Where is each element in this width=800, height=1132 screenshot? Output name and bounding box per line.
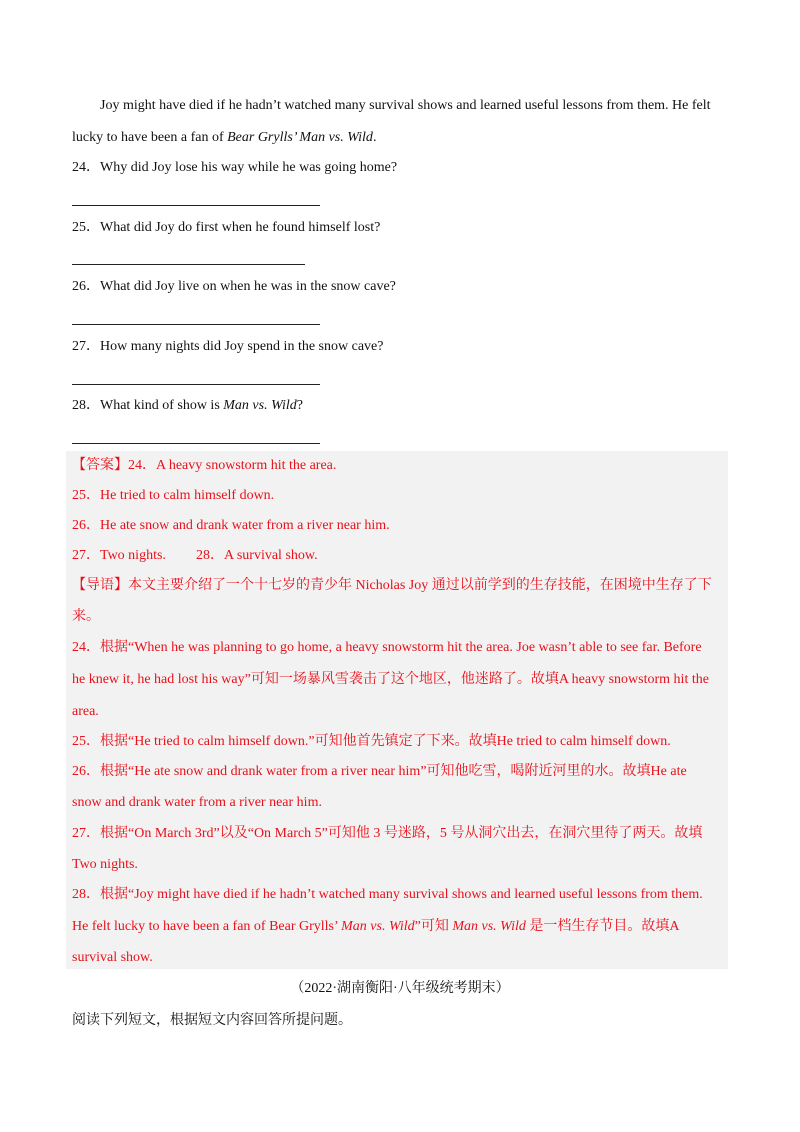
- explain-28-connector: ”可知: [414, 919, 453, 934]
- explain-25-line-1: 25．根据“He tried to calm himself down.”可知他首先镇定了下来。故填He tried to calm himself down.: [72, 734, 671, 749]
- guide-line-1: 【导语】本文主要介绍了一个十七岁的青少年 Nicholas Joy 通过以前学到的生存技能，在困境中生存了下: [72, 578, 712, 593]
- explain-26-line-1: 26．根据“He ate snow and drank water from a river near him”可知他吃雪，喝附近河里的水。故填He ate: [72, 764, 687, 779]
- explain-28-conclusion: 是一档生存节目。故填A: [525, 919, 680, 934]
- question-28-text: 28．What kind of show is: [72, 398, 224, 413]
- question-28: [72, 397, 303, 415]
- explain-28-show-2: Man vs. Wild: [452, 919, 526, 934]
- question-27: 27．How many nights did Joy spend in the snow cave?: [72, 339, 384, 354]
- explain-28-line-3: survival show.: [72, 950, 153, 965]
- answer-line-27[interactable]: [72, 384, 320, 385]
- answer-line-28[interactable]: [72, 443, 320, 444]
- explain-24-line-1: 24．根据“When he was planning to go home, a heavy snowstorm hit the area. Joe wasn’t able to see far. Before: [72, 640, 702, 655]
- passage-line-2-text: lucky to have been a fan of: [72, 130, 228, 145]
- answer-line-25[interactable]: [72, 264, 305, 265]
- answer-line-26[interactable]: [72, 324, 320, 325]
- question-28-end: ?: [296, 398, 303, 413]
- guide-line-2: 来。: [72, 609, 100, 624]
- reading-instruction: 阅读下列短文，根据短文内容回答所提问题。: [72, 1013, 352, 1028]
- explain-24-line-2: he knew it, he had lost his way”可知一场暴风雪袭击了这个地区，他迷路了。故填A heavy snowstorm hit the: [72, 672, 709, 687]
- explain-27-line-1: 27．根据“On March 3rd”以及“On March 5”可知他 3 号迷路，5 号从洞穴出去，在洞穴里待了两天。故填: [72, 826, 703, 841]
- explain-28-line-1: 28．根据“Joy might have died if he hadn’t watched many survival shows and learned useful lessons from them.: [72, 887, 703, 902]
- question-25: 25．What did Joy do first when he found himself lost?: [72, 220, 381, 235]
- source-note: （2022·湖南衡阳·八年级统考期末）: [290, 981, 510, 996]
- explain-26-line-2: snow and drank water from a river near him.: [72, 795, 322, 810]
- explain-27-line-2: Two nights.: [72, 857, 138, 872]
- explain-28-quote: He felt lucky to have been a fan of Bear Grylls’: [72, 919, 342, 934]
- passage-line-2-end: .: [372, 130, 377, 145]
- answer-25: 25．He tried to calm himself down.: [72, 488, 275, 503]
- explain-28-show-1: Man vs. Wild: [341, 919, 415, 934]
- answer-line-24[interactable]: [72, 205, 320, 206]
- question-26: 26．What did Joy live on when he was in the snow cave?: [72, 279, 396, 294]
- answer-24: 【答案】24．A heavy snowstorm hit the area.: [72, 458, 337, 473]
- question-24: 24．Why did Joy lose his way while he was going home?: [72, 160, 398, 175]
- answer-27: 27．Two nights.: [72, 548, 166, 563]
- passage-line-2: [72, 129, 376, 147]
- explain-24-line-3: area.: [72, 704, 99, 719]
- passage-line-1: Joy might have died if he hadn’t watched many survival shows and learned useful lessons from them. He felt: [100, 98, 711, 113]
- show-title: Bear Grylls’ Man vs. Wild: [227, 130, 373, 145]
- answer-28: 28．A survival show.: [196, 548, 318, 563]
- answer-26: 26．He ate snow and drank water from a river near him.: [72, 518, 390, 533]
- explain-28-line-2: [72, 918, 679, 936]
- question-28-show: Man vs. Wild: [223, 398, 297, 413]
